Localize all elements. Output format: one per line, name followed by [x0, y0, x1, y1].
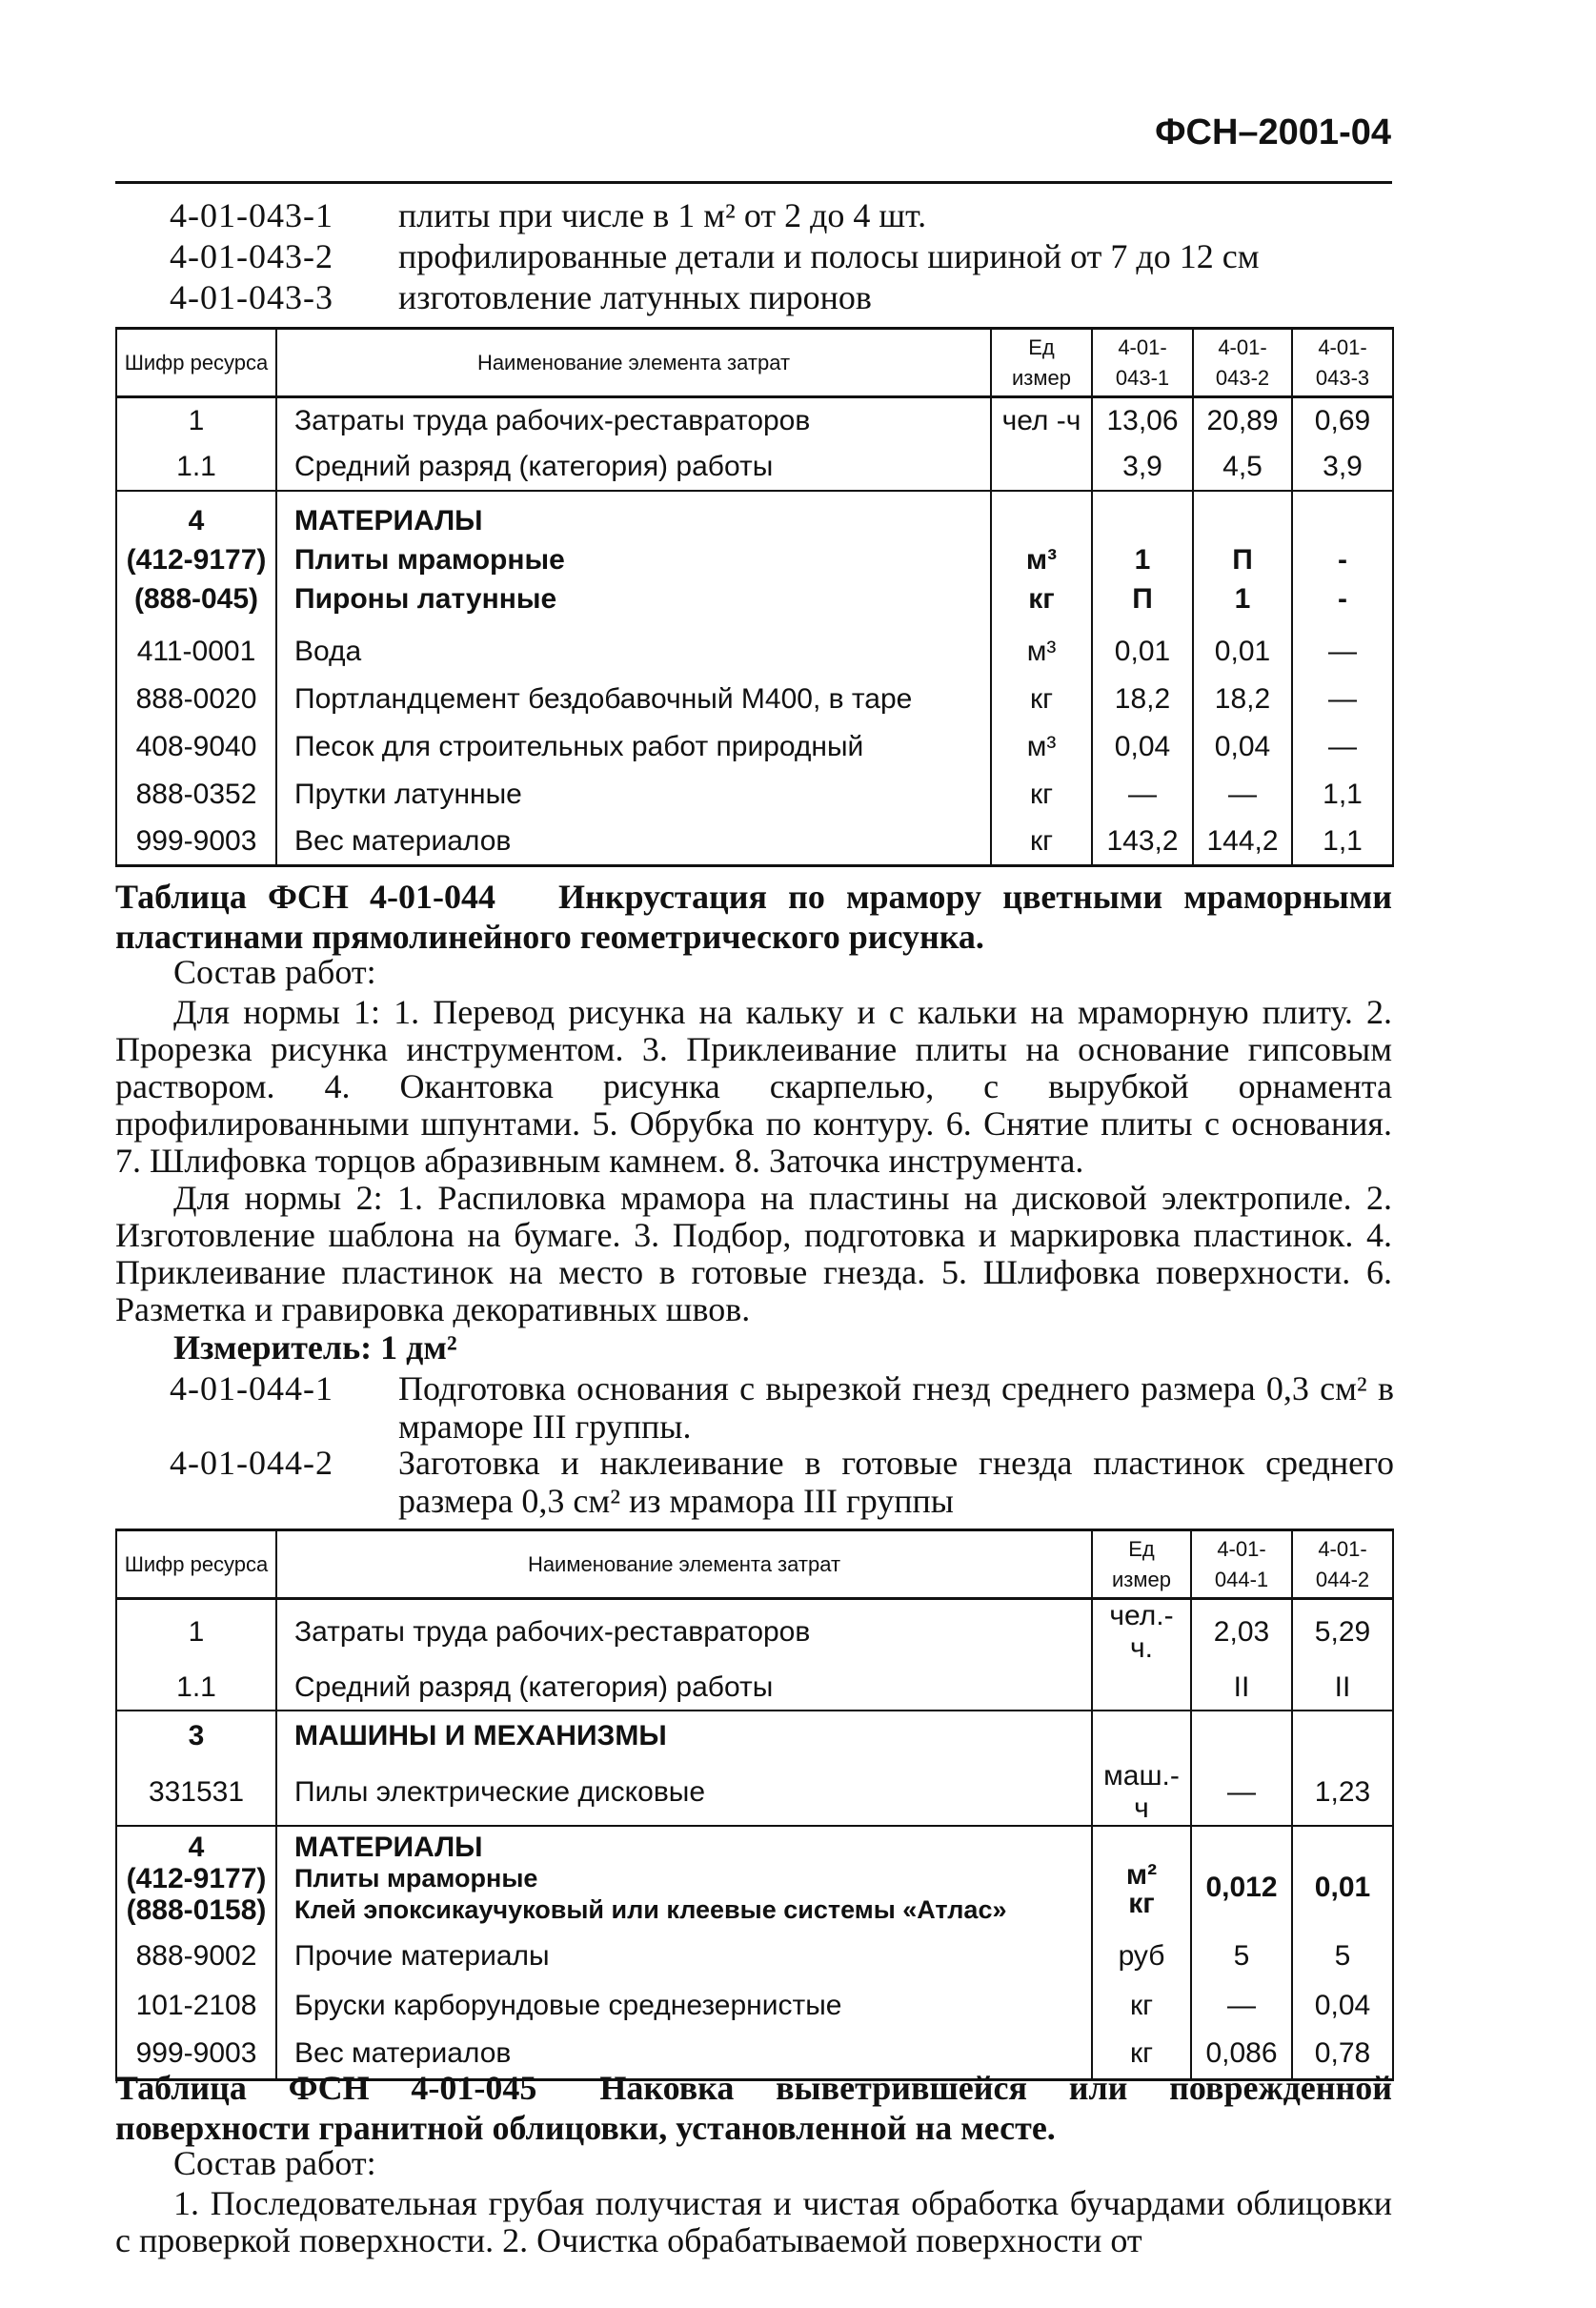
norm-code: 4-01-043-2	[170, 237, 333, 275]
cell-value: —	[1191, 1760, 1292, 1826]
table-title-text: Инкрустация по мрамору цветными мраморными пластинами прямолинейного геометрического рисунка.	[115, 878, 1392, 956]
cell-name: Вес материалов	[276, 819, 991, 866]
cell-code: 1.1	[116, 445, 276, 491]
cell-name-stack	[276, 491, 991, 628]
cell-value: 18,2	[1092, 676, 1193, 723]
cell-unit	[991, 445, 1092, 491]
cell-value: —	[1191, 1982, 1292, 2030]
cell-value: 5,29	[1292, 1599, 1393, 1666]
cell-name: Бруски карборундовые среднезернистые	[276, 1982, 1092, 2030]
col-header-norm-2: 4-01-044-2	[1292, 1530, 1393, 1599]
cell-value-stack	[1092, 491, 1193, 628]
col-header-norm-1: 4-01-043-1	[1092, 329, 1193, 397]
section045-paragraph: 1. Последовательная грубая получистая и чистая обработка бучардами облицовки с проверкой поверхности. 2. Очистка обрабатываемой поверхности от	[115, 2184, 1392, 2259]
norm-code: 4-01-044-1	[170, 1369, 333, 1407]
cell-value: —	[1292, 723, 1393, 771]
cell-value: —	[1292, 628, 1393, 676]
cell-unit-stack	[1092, 1826, 1191, 1931]
cell-name: Портландцемент бездобавочный М400, в таре	[276, 676, 991, 723]
group-unit: кг	[1128, 1887, 1155, 1919]
group-value	[1299, 501, 1386, 540]
cell-code: 331531	[116, 1760, 276, 1826]
group-code: (888-045)	[133, 582, 259, 615]
table-title-code: Таблица ФСН 4-01-045	[115, 2069, 537, 2107]
col-header-name: Наименование элемента затрат	[276, 1530, 1092, 1599]
cell-value: 3,9	[1092, 445, 1193, 491]
cell-value: 3,9	[1292, 445, 1393, 491]
cell-name: Средний разряд (категория) работы	[276, 445, 991, 491]
header-rule	[115, 181, 1392, 184]
cell-code: 999-9003	[116, 2030, 276, 2079]
group-value: 1	[1234, 582, 1251, 615]
col-header-norm-2: 4-01-043-2	[1193, 329, 1292, 397]
cell-value: —	[1292, 676, 1393, 723]
cell-name: Затраты труда рабочих-реставраторов	[276, 397, 991, 445]
cell-value: 144,2	[1193, 819, 1292, 866]
group-code: 4	[188, 1832, 205, 1863]
cell-name: Песок для строительных работ природный	[276, 723, 991, 771]
cell-empty	[1092, 1711, 1191, 1760]
cell-value: —	[1193, 771, 1292, 819]
composition-label: Состав работ:	[173, 2144, 376, 2182]
cell-unit: маш.-ч	[1092, 1760, 1191, 1826]
table-row	[116, 676, 1393, 723]
cell-code: 411-0001	[116, 628, 276, 676]
table-title-code: Таблица ФСН 4-01-044	[115, 878, 496, 916]
cell-value: 0,04	[1092, 723, 1193, 771]
group-name: Пироны латунные	[294, 582, 557, 615]
group-unit: кг	[1028, 582, 1055, 615]
group-unit	[998, 501, 1085, 540]
cell-name-stack	[276, 1826, 1092, 1931]
cell-value: —	[1092, 771, 1193, 819]
cell-name: Вода	[276, 628, 991, 676]
norm-code: 4-01-043-1	[170, 196, 333, 234]
col-header-name: Наименование элемента затрат	[276, 329, 991, 397]
table-row	[116, 771, 1393, 819]
cell-value: 13,06	[1092, 397, 1193, 445]
table-title-045	[115, 2068, 1392, 2148]
cell-value: 0,69	[1292, 397, 1393, 445]
table-header-row	[116, 1530, 1393, 1599]
cell-code: 1.1	[116, 1665, 276, 1711]
col-header-code: Шифр ресурса	[116, 1530, 276, 1599]
cell-code: 888-0020	[116, 676, 276, 723]
group-code: (412-9177)	[126, 543, 267, 576]
cell-code: 888-9002	[116, 1931, 276, 1982]
cell-value: II	[1292, 1665, 1393, 1711]
norm-text: Подготовка основания с вырезкой гнезд среднего размера 0,3 см² в мраморе III группы.	[398, 1369, 1394, 1446]
norm-line	[170, 276, 1399, 318]
cell-code: 408-9040	[116, 723, 276, 771]
materials-group-row	[116, 1826, 1393, 1931]
cell-value-stack	[1193, 491, 1292, 628]
document-id: ФСН–2001-04	[1155, 112, 1391, 152]
cell-code: 1	[116, 397, 276, 445]
cell-value-stack	[1292, 491, 1393, 628]
col-header-norm-1: 4-01-044-1	[1191, 1530, 1292, 1599]
group-code: (412-9177)	[126, 1863, 267, 1894]
norm-text: профилированные детали и полосы шириной от 7 до 12 см	[398, 237, 1260, 275]
machines-group-row	[116, 1711, 1393, 1760]
cell-value: 20,89	[1193, 397, 1292, 445]
cell-unit: кг	[991, 771, 1092, 819]
group-value: -	[1338, 582, 1347, 615]
cell-value: 5	[1292, 1931, 1393, 1982]
group-unit: м²	[1125, 1858, 1158, 1891]
cell-value: 0,086	[1191, 2030, 1292, 2079]
cell-name: Затраты труда рабочих-реставраторов	[276, 1599, 1092, 1666]
group-value: 0,012	[1191, 1826, 1292, 1931]
group-value: П	[1132, 582, 1153, 615]
group-code: (888-0158)	[126, 1894, 267, 1926]
cell-value: 18,2	[1193, 676, 1292, 723]
cell-unit: кг	[1092, 2030, 1191, 2079]
group-code: 4	[188, 504, 205, 537]
cell-unit	[1092, 1665, 1191, 1711]
cell-value: 2,03	[1191, 1599, 1292, 1666]
cell-value: 1,23	[1292, 1760, 1393, 1826]
group-value: -	[1338, 543, 1347, 576]
cell-unit: чел.-ч.	[1092, 1599, 1191, 1666]
table-row	[116, 397, 1393, 445]
cell-unit: кг	[991, 819, 1092, 866]
cell-code-stack	[116, 491, 276, 628]
cell-value: 143,2	[1092, 819, 1193, 866]
col-header-unit: Ед измер	[991, 329, 1092, 397]
cell-name: Прутки латунные	[276, 771, 991, 819]
group-name: Плиты мраморные	[294, 1864, 538, 1893]
table-row	[116, 1931, 1393, 1982]
table-row	[116, 445, 1393, 491]
table-title-text: Наковка выветрившейся или поврежденной поверхности гранитной облицовки, установленной на месте.	[115, 2069, 1392, 2147]
table-row	[116, 819, 1393, 866]
norm2-paragraph: Для нормы 2: 1. Распиловка мрамора на пластины на дисковой электропиле. 2. Изготовление шаблона на бумаге. 3. Подбор, подготовка и маркировка пластинок. 4. Приклеивание пластинок на место в готовые гнезда. 5. Шлифовка поверхности. 6. Разметка и гравировка декоративных швов.	[115, 1179, 1392, 1328]
cell-unit: кг	[991, 676, 1092, 723]
group-name: МАТЕРИАЛЫ	[294, 504, 483, 537]
cell-unit-stack	[991, 491, 1092, 628]
group-name: Клей эпоксикаучуковый или клеевые системы «Атлас»	[294, 1895, 1007, 1924]
cell-unit: руб	[1092, 1931, 1191, 1982]
table-row	[116, 1665, 1393, 1711]
norm-line	[170, 235, 1399, 277]
cell-value: 0,01	[1193, 628, 1292, 676]
table-row	[116, 1982, 1393, 2030]
cell-empty	[1292, 1711, 1393, 1760]
cell-value: 0,01	[1092, 628, 1193, 676]
group-unit: м³	[1025, 543, 1058, 576]
group-value	[1200, 501, 1285, 540]
norm-line	[170, 1369, 1399, 1451]
cell-code: 101-2108	[116, 1982, 276, 2030]
cell-code-stack	[116, 1826, 276, 1931]
group-name: МАТЕРИАЛЫ	[294, 1832, 483, 1863]
cell-unit: м³	[991, 628, 1092, 676]
norm-line	[170, 194, 1399, 236]
cell-name: Пилы электрические дисковые	[276, 1760, 1092, 1826]
cell-empty	[1191, 1711, 1292, 1760]
col-header-norm-3: 4-01-043-3	[1292, 329, 1393, 397]
cell-name: Прочие материалы	[276, 1931, 1092, 1982]
norm-text: изготовление латунных пиронов	[398, 278, 872, 316]
cell-value: II	[1191, 1665, 1292, 1711]
group-value: 0,01	[1292, 1826, 1393, 1931]
norm1-paragraph: Для нормы 1: 1. Перевод рисунка на кальку и с кальки на мраморную плиту. 2. Прорезка рисунка инструментом. 3. Приклеивание плиты на основание гипсовым раствором. 4. Окантовка рисунка скарпелью, с вырубкой орнамента профилированными шпунтами. 5. Обрубка по контуру. 6. Снятие плиты с основания. 7. Шлифовка торцов абразивным камнем. 8. Заточка инструмента.	[115, 993, 1392, 1180]
resource-table-043	[115, 327, 1394, 867]
cell-code: 888-0352	[116, 771, 276, 819]
norm-text: Заготовка и наклеивание в готовые гнезда пластинок среднего размера 0,3 см² из мрамора III группы	[398, 1444, 1394, 1520]
materials-group-row	[116, 491, 1393, 628]
norm-text: плиты при числе в 1 м² от 2 до 4 шт.	[398, 196, 927, 234]
cell-code: 999-9003	[116, 819, 276, 866]
cell-code: 3	[116, 1711, 276, 1760]
table-row	[116, 723, 1393, 771]
cell-unit: кг	[1092, 1982, 1191, 2030]
cell-name: Средний разряд (категория) работы	[276, 1665, 1092, 1711]
resource-table-044	[115, 1529, 1394, 2081]
cell-value: 4,5	[1193, 445, 1292, 491]
measure-unit: Измеритель: 1 дм²	[173, 1328, 457, 1367]
norm-line	[170, 1444, 1399, 1526]
group-value: 1	[1134, 543, 1151, 576]
col-header-unit: Ед измер	[1092, 1530, 1191, 1599]
composition-label: Состав работ:	[173, 953, 376, 991]
table-row	[116, 1760, 1393, 1826]
group-name: Плиты мраморные	[294, 543, 565, 576]
cell-unit: чел -ч	[991, 397, 1092, 445]
cell-value: 0,04	[1193, 723, 1292, 771]
norm-code: 4-01-043-3	[170, 278, 333, 316]
cell-unit: м³	[991, 723, 1092, 771]
table-row	[116, 1599, 1393, 1666]
table-title-044	[115, 877, 1392, 957]
table-row	[116, 628, 1393, 676]
cell-name: МАШИНЫ И МЕХАНИЗМЫ	[276, 1711, 1092, 1760]
table-header-row	[116, 329, 1393, 397]
cell-value: 0,78	[1292, 2030, 1393, 2079]
group-value	[1099, 501, 1186, 540]
norm-code: 4-01-044-2	[170, 1444, 333, 1482]
cell-value: 1,1	[1292, 819, 1393, 866]
cell-code: 1	[116, 1599, 276, 1666]
group-value: П	[1232, 543, 1253, 576]
cell-value: 5	[1191, 1931, 1292, 1982]
cell-value: 1,1	[1292, 771, 1393, 819]
col-header-code: Шифр ресурса	[116, 329, 276, 397]
cell-name: Вес материалов	[276, 2030, 1092, 2079]
cell-value: 0,04	[1292, 1982, 1393, 2030]
